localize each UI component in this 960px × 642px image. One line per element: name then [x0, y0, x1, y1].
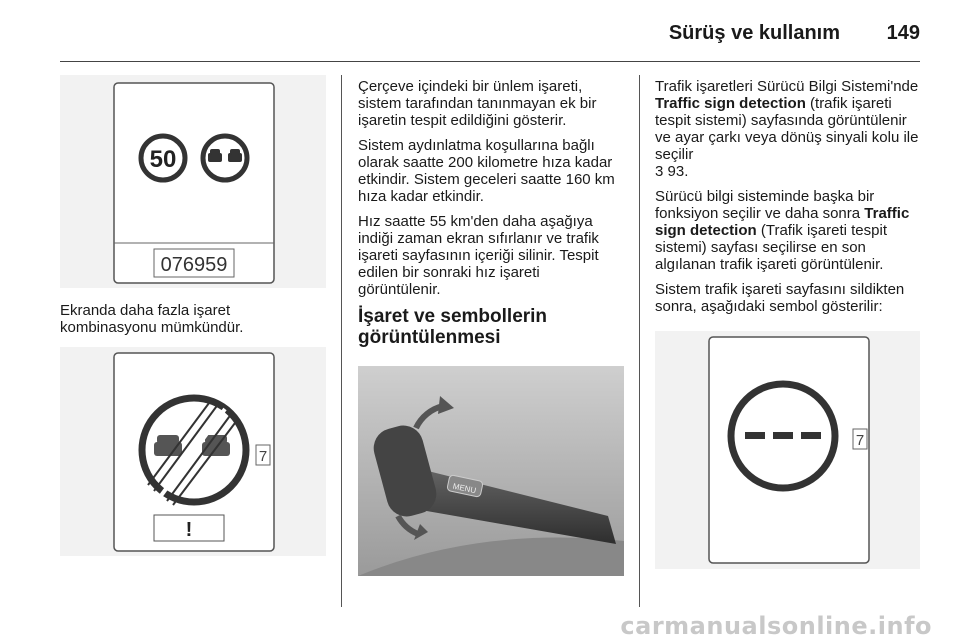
text-run: Sürücü bilgi sisteminde başka bir fonksiyon seçilir ve daha sonra: [655, 188, 875, 222]
watermark: carmanualsonline.info: [620, 612, 932, 640]
figure-sign-speed-limit: [60, 75, 326, 288]
speed-limit-sign-icon: [141, 136, 185, 180]
panel-exclamation-mark: !: [185, 519, 193, 541]
page-reference: 3 93.: [655, 163, 689, 180]
page-number: 149: [886, 22, 920, 44]
text-run: (Trafik işareti tespit sistemi) sayfası seçilirse en son algılanan trafik işareti görüntülenir.: [655, 222, 887, 273]
paragraph-display-location: [655, 78, 923, 180]
panel-code-text: 076959: [160, 254, 228, 276]
sign-display-illustration: [60, 75, 326, 288]
figure-cleared-symbol: [655, 331, 920, 569]
paragraph-reset: Hız saatte 55 km'den daha aşağıya indiği zaman ekran sıfırlanır ve trafik işareti sayfasının içeriği silinir. Tespit edilen bir sonraki hız işareti görüntülenir.: [358, 213, 599, 298]
paragraph-combinations: Ekranda daha fazla işaret kombinasyonu mümkündür.: [60, 302, 244, 336]
menu-term-traffic-sign-detection: Traffic sign detection: [655, 95, 806, 112]
menu-button-label: MENU: [452, 481, 477, 496]
col3-text: [655, 78, 923, 323]
cleared-symbol-illustration: [655, 331, 920, 569]
figure-turn-signal-lever: [358, 366, 624, 576]
menu-term-traffic-sign-detection: Traffic sign detection: [655, 205, 910, 239]
column-separator-1: [341, 75, 342, 607]
figure-sign-end-of-restrictions: [60, 347, 326, 556]
end-of-no-overtaking-sign-icon: [142, 398, 246, 505]
dashes-symbol-icon: [731, 384, 835, 488]
header-rule: [60, 61, 920, 62]
paragraph-last-sign: [655, 188, 923, 273]
text-run: Trafik işaretleri Sürücü Bilgi Sistemi'nde: [655, 78, 919, 95]
paragraph-exclamation: Çerçeve içindeki bir ünlem işareti, sistem tarafından tanınmayan ek bir işaretin tespit edildiğini gösterir.: [358, 78, 597, 129]
column-separator-2: [639, 75, 640, 607]
col1-text: [60, 302, 330, 344]
running-header-title: Sürüş ve kullanım: [668, 22, 840, 44]
speed-limit-value: 50: [149, 146, 177, 173]
no-overtaking-sign-icon: [203, 136, 247, 180]
text-run: (trafik işareti tespit sistemi) sayfasında görüntülenir ve ayar çarkı veya dönüş sinyali kolu ile seçilir: [655, 95, 919, 163]
paragraph-after-clear: Sistem trafik işareti sayfasını sildikten sonra, aşağıdaki sembol gösterilir:: [655, 281, 905, 315]
col2-text: [358, 78, 624, 360]
section-heading: İşaret ve sembollerin görüntülenmesi: [358, 306, 548, 348]
sign-display-illustration-2: [60, 347, 326, 556]
figure-side-number: 7: [258, 448, 268, 465]
figure-side-number: 7: [855, 432, 865, 449]
lever-illustration: [358, 366, 624, 576]
paragraph-activation-speed: Sistem aydınlatma koşullarına bağlı olarak saatte 200 kilometre hıza kadar etkindir. Sistem geceleri saatte 160 km hıza kadar etkindir.: [358, 137, 615, 205]
